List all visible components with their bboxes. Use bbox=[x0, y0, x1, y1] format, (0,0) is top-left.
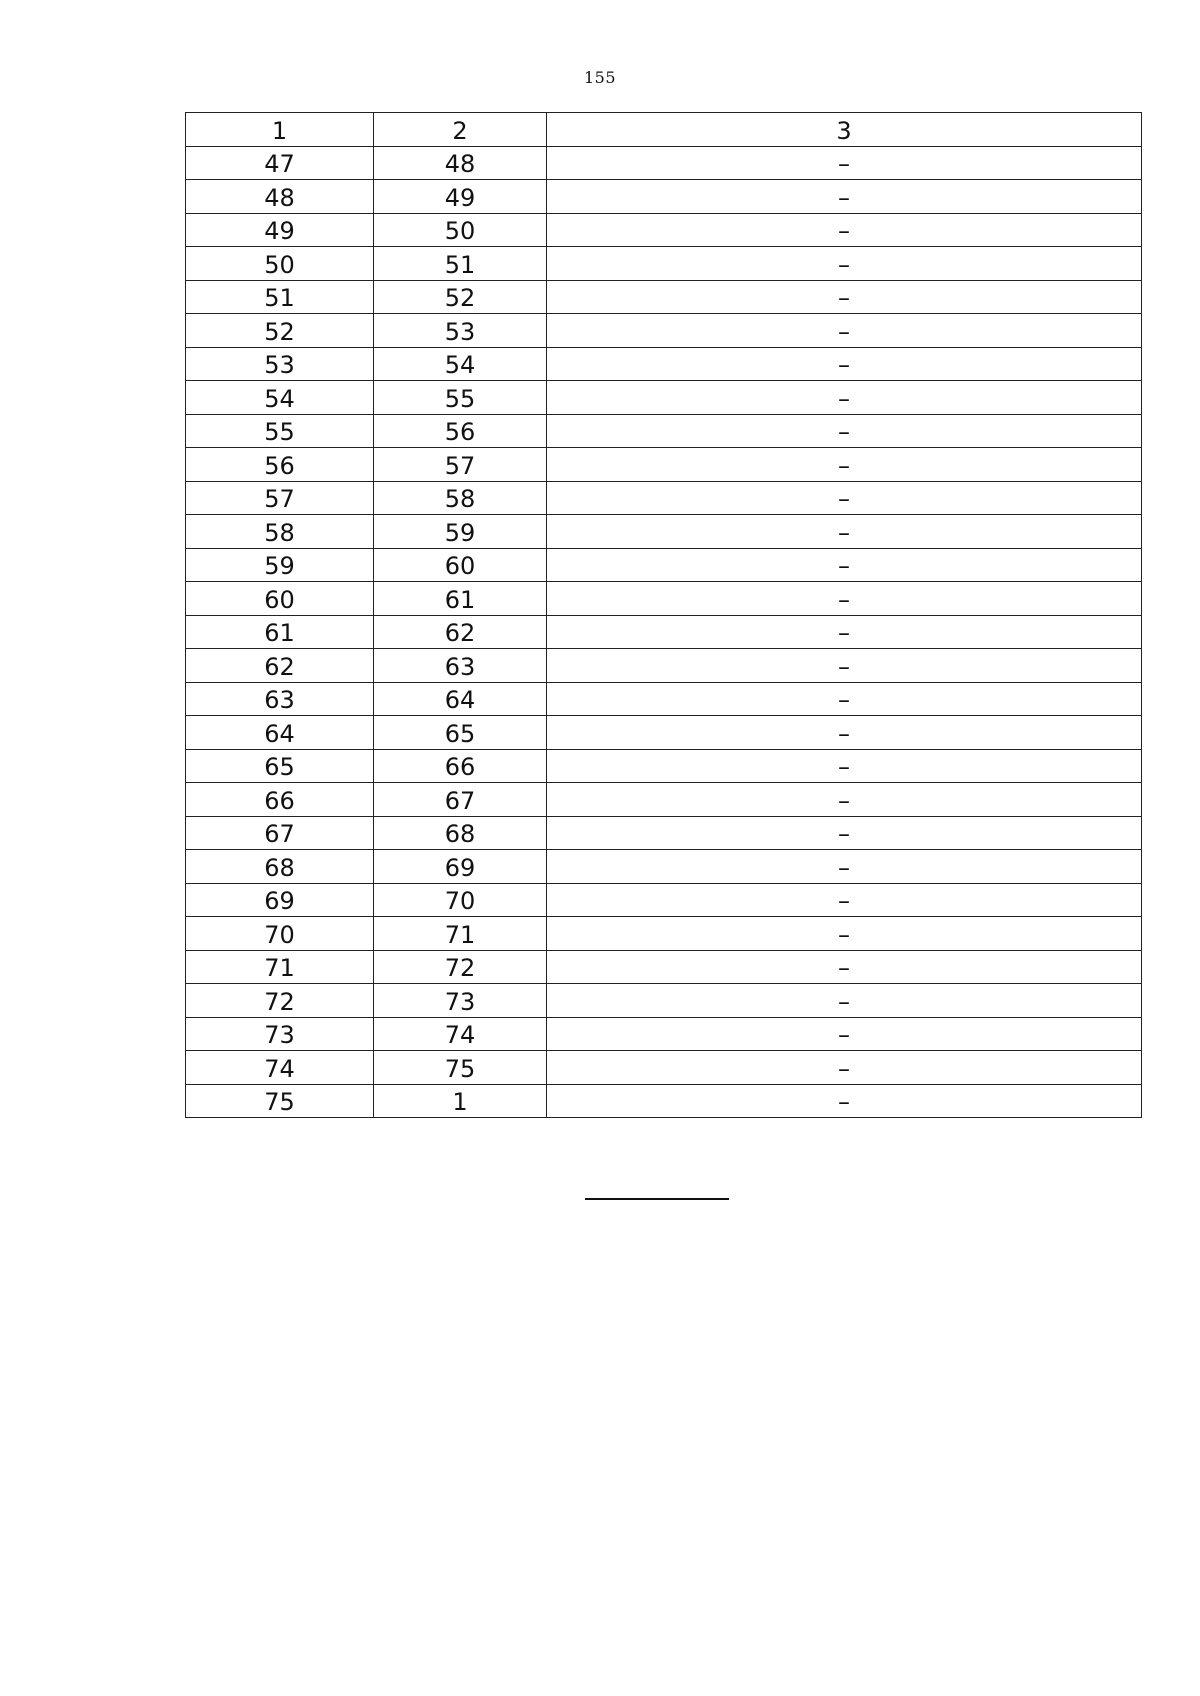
table-cell-col-3: – bbox=[547, 682, 1142, 716]
table-cell-col-1: 65 bbox=[186, 749, 374, 783]
table-cell-col-1: 69 bbox=[186, 883, 374, 917]
table-cell-col-1: 59 bbox=[186, 548, 374, 582]
table-cell-col-2: 72 bbox=[374, 950, 547, 984]
table-cell-col-1: 57 bbox=[186, 481, 374, 515]
table-cell-col-2: 64 bbox=[374, 682, 547, 716]
table-row bbox=[186, 850, 1142, 884]
table-cell-col-3: – bbox=[547, 414, 1142, 448]
table-row bbox=[186, 716, 1142, 750]
table-cell-col-3: – bbox=[547, 213, 1142, 247]
table-cell-col-2: 66 bbox=[374, 749, 547, 783]
table-cell-col-3: – bbox=[547, 481, 1142, 515]
table-cell-col-1: 47 bbox=[186, 146, 374, 180]
table-cell-col-2: 1 bbox=[374, 1084, 547, 1118]
table-row bbox=[186, 950, 1142, 984]
table-cell-col-3: – bbox=[547, 381, 1142, 415]
table-row bbox=[186, 783, 1142, 817]
table-cell-col-3: – bbox=[547, 146, 1142, 180]
table-header bbox=[186, 113, 1142, 147]
table-cell-col-1: 67 bbox=[186, 816, 374, 850]
table-body bbox=[186, 146, 1142, 1118]
table-cell-col-3: – bbox=[547, 649, 1142, 683]
table-row bbox=[186, 414, 1142, 448]
table-cell-col-2: 52 bbox=[374, 280, 547, 314]
header-cell-col-1: 1 bbox=[186, 113, 374, 147]
header-cell-col-2: 2 bbox=[374, 113, 547, 147]
table-row bbox=[186, 1084, 1142, 1118]
table-cell-col-3: – bbox=[547, 448, 1142, 482]
table-cell-col-1: 49 bbox=[186, 213, 374, 247]
table-cell-col-3: – bbox=[547, 716, 1142, 750]
table-cell-col-3: – bbox=[547, 1017, 1142, 1051]
table-cell-col-3: – bbox=[547, 816, 1142, 850]
table-cell-col-1: 55 bbox=[186, 414, 374, 448]
table-row bbox=[186, 682, 1142, 716]
table-cell-col-1: 61 bbox=[186, 615, 374, 649]
table-row bbox=[186, 582, 1142, 616]
table-cell-col-2: 59 bbox=[374, 515, 547, 549]
table-cell-col-1: 58 bbox=[186, 515, 374, 549]
table-row bbox=[186, 213, 1142, 247]
table-cell-col-1: 74 bbox=[186, 1051, 374, 1085]
table-cell-col-2: 53 bbox=[374, 314, 547, 348]
table-cell-col-3: – bbox=[547, 917, 1142, 951]
table-cell-col-3: – bbox=[547, 1051, 1142, 1085]
end-separator-rule bbox=[585, 1198, 729, 1200]
table-cell-col-1: 51 bbox=[186, 280, 374, 314]
table-cell-col-3: – bbox=[547, 883, 1142, 917]
table-cell-col-2: 51 bbox=[374, 247, 547, 281]
table-cell-col-1: 63 bbox=[186, 682, 374, 716]
table-cell-col-1: 66 bbox=[186, 783, 374, 817]
table-row bbox=[186, 347, 1142, 381]
table-row bbox=[186, 247, 1142, 281]
header-cell-col-3: 3 bbox=[547, 113, 1142, 147]
table-cell-col-2: 74 bbox=[374, 1017, 547, 1051]
table-cell-col-2: 54 bbox=[374, 347, 547, 381]
table-cell-col-2: 73 bbox=[374, 984, 547, 1018]
table-cell-col-2: 48 bbox=[374, 146, 547, 180]
table-cell-col-3: – bbox=[547, 280, 1142, 314]
table-row bbox=[186, 515, 1142, 549]
table-cell-col-2: 62 bbox=[374, 615, 547, 649]
table-cell-col-1: 54 bbox=[186, 381, 374, 415]
table-cell-col-3: – bbox=[547, 783, 1142, 817]
table-cell-col-1: 71 bbox=[186, 950, 374, 984]
table-cell-col-3: – bbox=[547, 515, 1142, 549]
table-row bbox=[186, 548, 1142, 582]
table-row bbox=[186, 481, 1142, 515]
table-cell-col-2: 63 bbox=[374, 649, 547, 683]
table-row bbox=[186, 816, 1142, 850]
table-cell-col-2: 60 bbox=[374, 548, 547, 582]
table-cell-col-2: 57 bbox=[374, 448, 547, 482]
table-cell-col-1: 50 bbox=[186, 247, 374, 281]
table-row bbox=[186, 280, 1142, 314]
table-cell-col-2: 50 bbox=[374, 213, 547, 247]
table-row bbox=[186, 749, 1142, 783]
table-cell-col-2: 75 bbox=[374, 1051, 547, 1085]
table-cell-col-1: 70 bbox=[186, 917, 374, 951]
table-cell-col-3: – bbox=[547, 582, 1142, 616]
table-cell-col-2: 68 bbox=[374, 816, 547, 850]
table-cell-col-1: 72 bbox=[186, 984, 374, 1018]
table-cell-col-3: – bbox=[547, 548, 1142, 582]
table-row bbox=[186, 615, 1142, 649]
table-cell-col-2: 49 bbox=[374, 180, 547, 214]
table-cell-col-3: – bbox=[547, 247, 1142, 281]
data-table bbox=[185, 112, 1142, 1118]
table-cell-col-2: 67 bbox=[374, 783, 547, 817]
table-cell-col-3: – bbox=[547, 984, 1142, 1018]
table-cell-col-2: 55 bbox=[374, 381, 547, 415]
table-cell-col-1: 56 bbox=[186, 448, 374, 482]
table-row bbox=[186, 1017, 1142, 1051]
table-row bbox=[186, 917, 1142, 951]
table-cell-col-1: 60 bbox=[186, 582, 374, 616]
table-cell-col-1: 68 bbox=[186, 850, 374, 884]
table-row bbox=[186, 146, 1142, 180]
table-cell-col-3: – bbox=[547, 180, 1142, 214]
table-cell-col-3: – bbox=[547, 749, 1142, 783]
table-row bbox=[186, 984, 1142, 1018]
table-row bbox=[186, 314, 1142, 348]
table-cell-col-1: 62 bbox=[186, 649, 374, 683]
table-cell-col-3: – bbox=[547, 950, 1142, 984]
table-cell-col-2: 71 bbox=[374, 917, 547, 951]
table-row bbox=[186, 883, 1142, 917]
table-cell-col-3: – bbox=[547, 615, 1142, 649]
table-row bbox=[186, 381, 1142, 415]
table-cell-col-1: 75 bbox=[186, 1084, 374, 1118]
table-cell-col-1: 64 bbox=[186, 716, 374, 750]
table-cell-col-1: 52 bbox=[186, 314, 374, 348]
table-cell-col-2: 61 bbox=[374, 582, 547, 616]
table-cell-col-3: – bbox=[547, 1084, 1142, 1118]
table-cell-col-1: 53 bbox=[186, 347, 374, 381]
table-row bbox=[186, 1051, 1142, 1085]
table-cell-col-2: 56 bbox=[374, 414, 547, 448]
table-row bbox=[186, 649, 1142, 683]
table-row bbox=[186, 448, 1142, 482]
table-cell-col-2: 58 bbox=[374, 481, 547, 515]
header-row bbox=[186, 113, 1142, 147]
table-cell-col-1: 48 bbox=[186, 180, 374, 214]
table-cell-col-1: 73 bbox=[186, 1017, 374, 1051]
table-cell-col-2: 69 bbox=[374, 850, 547, 884]
table-cell-col-2: 65 bbox=[374, 716, 547, 750]
table-cell-col-3: – bbox=[547, 314, 1142, 348]
table-cell-col-3: – bbox=[547, 850, 1142, 884]
table-cell-col-2: 70 bbox=[374, 883, 547, 917]
table-cell-col-3: – bbox=[547, 347, 1142, 381]
table-row bbox=[186, 180, 1142, 214]
page-number: 155 bbox=[583, 68, 617, 87]
